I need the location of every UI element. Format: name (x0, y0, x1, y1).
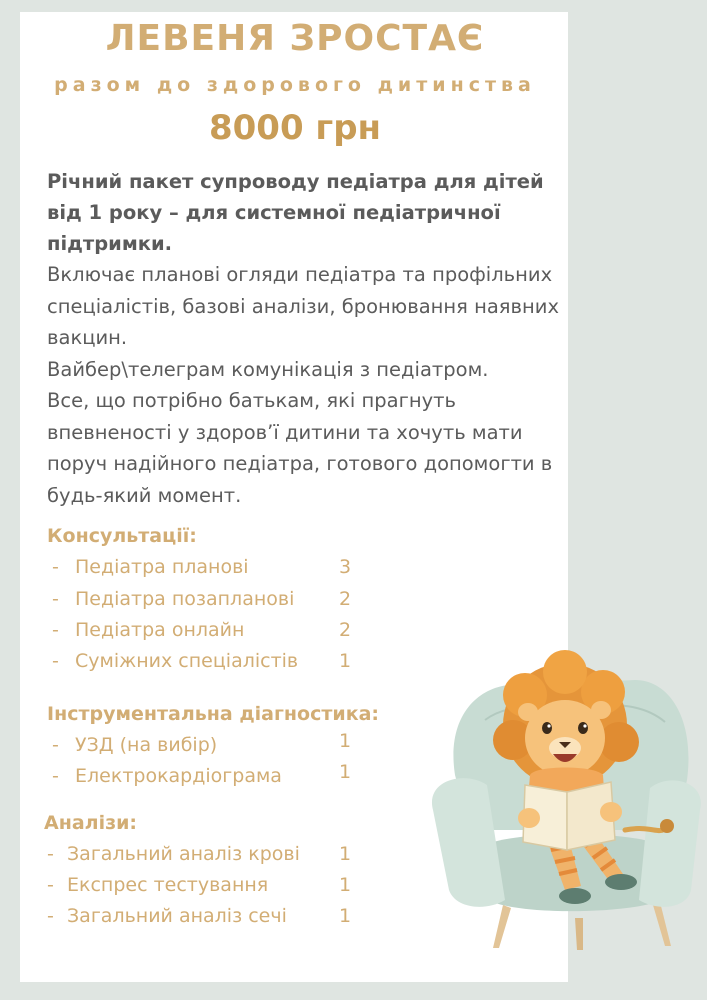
item-label: Експрес тестування (67, 874, 269, 896)
dash-marker: - (47, 843, 54, 865)
dash-marker: - (52, 588, 59, 610)
item-quantity: 3 (339, 556, 352, 578)
section-title-tests: Аналізи: (44, 812, 138, 834)
page-title: ЛЕВЕНЯ ЗРОСТАЄ (105, 18, 485, 59)
item-quantity: 1 (339, 905, 352, 927)
item-label: Загальний аналіз крові (67, 843, 300, 865)
chair-legs (493, 905, 671, 950)
description-paragraph: Вайбер\телеграм комунікація з педіатром. (47, 357, 489, 381)
item-label: Суміжних спеціалістів (75, 650, 299, 672)
package-lead: Річний пакет супроводу педіатра для дітей від 1 року – для системної педіатричної підтримки. (47, 170, 544, 255)
dash-marker: - (52, 556, 59, 578)
item-label: Педіатра планові (75, 556, 249, 578)
description-paragraph: Включає планові огляди педіатра та профільних спеціалістів, базові аналізи, бронювання наявних вакцин. (47, 263, 559, 349)
item-quantity: 1 (339, 730, 352, 752)
dash-marker: - (52, 765, 59, 787)
page-subtitle: разом до здорового дитинства (54, 74, 536, 96)
item-label: Педіатра онлайн (75, 619, 245, 641)
item-label: Загальний аналіз сечі (67, 905, 287, 927)
item-quantity: 2 (339, 588, 352, 610)
item-label: Електрокардіограма (75, 765, 282, 787)
dash-marker: - (47, 874, 54, 896)
section-title-consultations: Консультації: (47, 525, 197, 547)
dash-marker: - (52, 650, 59, 672)
item-label: УЗД (на вибір) (75, 734, 218, 756)
item-quantity: 1 (339, 761, 352, 783)
package-description (47, 259, 567, 511)
dash-marker: - (52, 734, 59, 756)
item-label: Педіатра позапланові (75, 588, 295, 610)
item-quantity: 1 (339, 650, 352, 672)
description-paragraph: Все, що потрібно батькам, які прагнуть впевненості у здоров’ї дитини та хочуть мати поруч надійного педіатра, готового допомогти в будь-який момент. (47, 389, 553, 507)
item-quantity: 2 (339, 619, 352, 641)
item-quantity: 1 (339, 874, 352, 896)
section-title-diagnostics: Інструментальна діагностика: (47, 703, 380, 725)
dash-marker: - (52, 619, 59, 641)
lion-reading-book-in-armchair-icon (425, 650, 707, 950)
dash-marker: - (47, 905, 54, 927)
package-price: 8000 грн (208, 108, 382, 148)
item-quantity: 1 (339, 843, 352, 865)
